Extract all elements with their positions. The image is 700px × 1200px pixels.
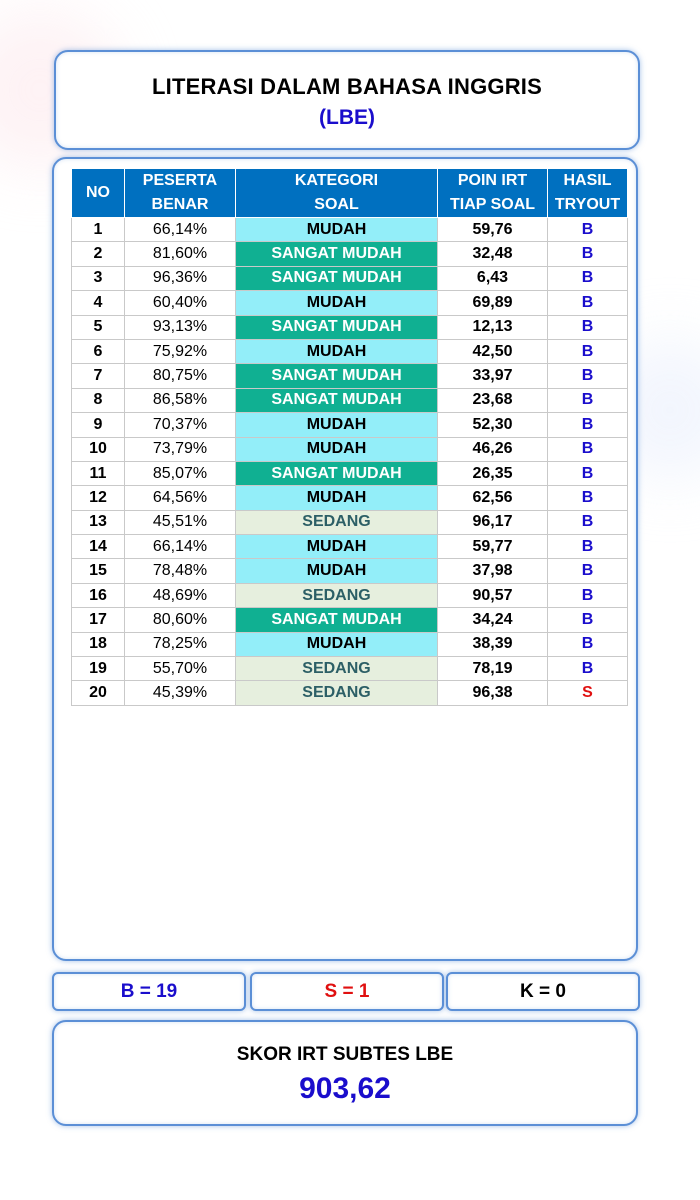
table-row (72, 218, 628, 242)
column-header-kategori-soal: KATEGORI SOAL (236, 169, 438, 218)
table-row (72, 339, 628, 363)
category-cell: SEDANG (236, 681, 438, 705)
correct-percentage-cell: 75,92% (125, 339, 236, 363)
correct-percentage-cell: 48,69% (125, 583, 236, 607)
correct-percentage-cell: 60,40% (125, 291, 236, 315)
category-cell: SANGAT MUDAH (236, 315, 438, 339)
column-header-hasil-tryout: HASIL TRYOUT (548, 169, 628, 218)
irt-point-cell: 62,56 (438, 486, 548, 510)
result-cell: B (548, 657, 628, 681)
table-row (72, 461, 628, 485)
correct-percentage-cell: 96,36% (125, 266, 236, 290)
result-cell: B (548, 535, 628, 559)
correct-percentage-cell: 66,14% (125, 218, 236, 242)
correct-percentage-cell: 85,07% (125, 461, 236, 485)
irt-point-cell: 69,89 (438, 291, 548, 315)
correct-percentage-cell: 80,75% (125, 364, 236, 388)
row-number-cell: 15 (72, 559, 125, 583)
result-cell: B (548, 242, 628, 266)
row-number-cell: 9 (72, 413, 125, 437)
result-cell: B (548, 339, 628, 363)
table-row (72, 388, 628, 412)
table-row (72, 583, 628, 607)
irt-point-cell: 12,13 (438, 315, 548, 339)
irt-point-cell: 96,38 (438, 681, 548, 705)
correct-percentage-cell: 93,13% (125, 315, 236, 339)
result-cell: B (548, 315, 628, 339)
result-cell: B (548, 413, 628, 437)
table-row (72, 510, 628, 534)
row-number-cell: 11 (72, 461, 125, 485)
column-header-poin-irt: POIN IRT TIAP SOAL (438, 169, 548, 218)
correct-percentage-cell: 86,58% (125, 388, 236, 412)
correct-percentage-cell: 45,39% (125, 681, 236, 705)
irt-point-cell: 23,68 (438, 388, 548, 412)
irt-point-cell: 26,35 (438, 461, 548, 485)
column-header-peserta-benar: PESERTA BENAR (125, 169, 236, 218)
correct-percentage-cell: 45,51% (125, 510, 236, 534)
table-row (72, 266, 628, 290)
row-number-cell: 20 (72, 681, 125, 705)
correct-count-badge: B = 19 (52, 972, 246, 1011)
result-cell: B (548, 632, 628, 656)
correct-percentage-cell: 81,60% (125, 242, 236, 266)
category-cell: SANGAT MUDAH (236, 608, 438, 632)
row-number-cell: 10 (72, 437, 125, 461)
empty-count-badge: K = 0 (446, 972, 640, 1011)
row-number-cell: 7 (72, 364, 125, 388)
row-number-cell: 4 (72, 291, 125, 315)
table-row (72, 364, 628, 388)
page-subtitle: (LBE) (319, 106, 375, 129)
row-number-cell: 5 (72, 315, 125, 339)
page-title: LITERASI DALAM BAHASA INGGRIS (152, 74, 542, 99)
result-cell: S (548, 681, 628, 705)
result-cell: B (548, 461, 628, 485)
score-value: 903,62 (299, 1072, 391, 1105)
row-number-cell: 13 (72, 510, 125, 534)
table-row (72, 437, 628, 461)
table-row (72, 559, 628, 583)
table-row (72, 315, 628, 339)
wrong-count-badge: S = 1 (250, 972, 444, 1011)
correct-percentage-cell: 70,37% (125, 413, 236, 437)
results-table-card (52, 157, 638, 961)
table-row (72, 681, 628, 705)
row-number-cell: 17 (72, 608, 125, 632)
row-number-cell: 8 (72, 388, 125, 412)
category-cell: MUDAH (236, 218, 438, 242)
table-row (72, 486, 628, 510)
irt-point-cell: 90,57 (438, 583, 548, 607)
results-table (71, 168, 628, 706)
category-cell: MUDAH (236, 339, 438, 363)
irt-point-cell: 42,50 (438, 339, 548, 363)
irt-point-cell: 59,77 (438, 535, 548, 559)
category-cell: MUDAH (236, 559, 438, 583)
category-cell: SANGAT MUDAH (236, 364, 438, 388)
category-cell: MUDAH (236, 413, 438, 437)
table-row (72, 535, 628, 559)
correct-percentage-cell: 73,79% (125, 437, 236, 461)
category-cell: SEDANG (236, 583, 438, 607)
correct-percentage-cell: 64,56% (125, 486, 236, 510)
row-number-cell: 16 (72, 583, 125, 607)
result-cell: B (548, 510, 628, 534)
irt-point-cell: 33,97 (438, 364, 548, 388)
category-cell: MUDAH (236, 437, 438, 461)
irt-point-cell: 78,19 (438, 657, 548, 681)
result-cell: B (548, 388, 628, 412)
irt-point-cell: 34,24 (438, 608, 548, 632)
result-cell: B (548, 486, 628, 510)
result-cell: B (548, 608, 628, 632)
row-number-cell: 6 (72, 339, 125, 363)
result-cell: B (548, 437, 628, 461)
category-cell: SEDANG (236, 510, 438, 534)
result-cell: B (548, 583, 628, 607)
category-cell: SEDANG (236, 657, 438, 681)
table-row (72, 291, 628, 315)
irt-point-cell: 32,48 (438, 242, 548, 266)
row-number-cell: 14 (72, 535, 125, 559)
result-cell: B (548, 266, 628, 290)
table-header-row (72, 169, 628, 218)
table-row (72, 413, 628, 437)
category-cell: MUDAH (236, 291, 438, 315)
row-number-cell: 19 (72, 657, 125, 681)
category-cell: MUDAH (236, 535, 438, 559)
table-row (72, 608, 628, 632)
correct-percentage-cell: 55,70% (125, 657, 236, 681)
title-card (54, 50, 640, 150)
table-row (72, 632, 628, 656)
column-header-no: NO (72, 169, 125, 218)
irt-point-cell: 59,76 (438, 218, 548, 242)
irt-point-cell: 52,30 (438, 413, 548, 437)
category-cell: MUDAH (236, 486, 438, 510)
result-cell: B (548, 364, 628, 388)
result-cell: B (548, 218, 628, 242)
correct-percentage-cell: 78,48% (125, 559, 236, 583)
row-number-cell: 2 (72, 242, 125, 266)
table-row (72, 657, 628, 681)
score-label: SKOR IRT SUBTES LBE (236, 1044, 454, 1065)
irt-point-cell: 37,98 (438, 559, 548, 583)
category-cell: SANGAT MUDAH (236, 266, 438, 290)
irt-point-cell: 46,26 (438, 437, 548, 461)
correct-percentage-cell: 66,14% (125, 535, 236, 559)
result-cell: B (548, 559, 628, 583)
row-number-cell: 1 (72, 218, 125, 242)
table-row (72, 242, 628, 266)
irt-point-cell: 38,39 (438, 632, 548, 656)
correct-percentage-cell: 78,25% (125, 632, 236, 656)
row-number-cell: 18 (72, 632, 125, 656)
category-cell: SANGAT MUDAH (236, 461, 438, 485)
row-number-cell: 3 (72, 266, 125, 290)
category-cell: SANGAT MUDAH (236, 388, 438, 412)
irt-point-cell: 96,17 (438, 510, 548, 534)
row-number-cell: 12 (72, 486, 125, 510)
category-cell: MUDAH (236, 632, 438, 656)
irt-point-cell: 6,43 (438, 266, 548, 290)
correct-percentage-cell: 80,60% (125, 608, 236, 632)
score-card (52, 1020, 638, 1126)
result-cell: B (548, 291, 628, 315)
category-cell: SANGAT MUDAH (236, 242, 438, 266)
